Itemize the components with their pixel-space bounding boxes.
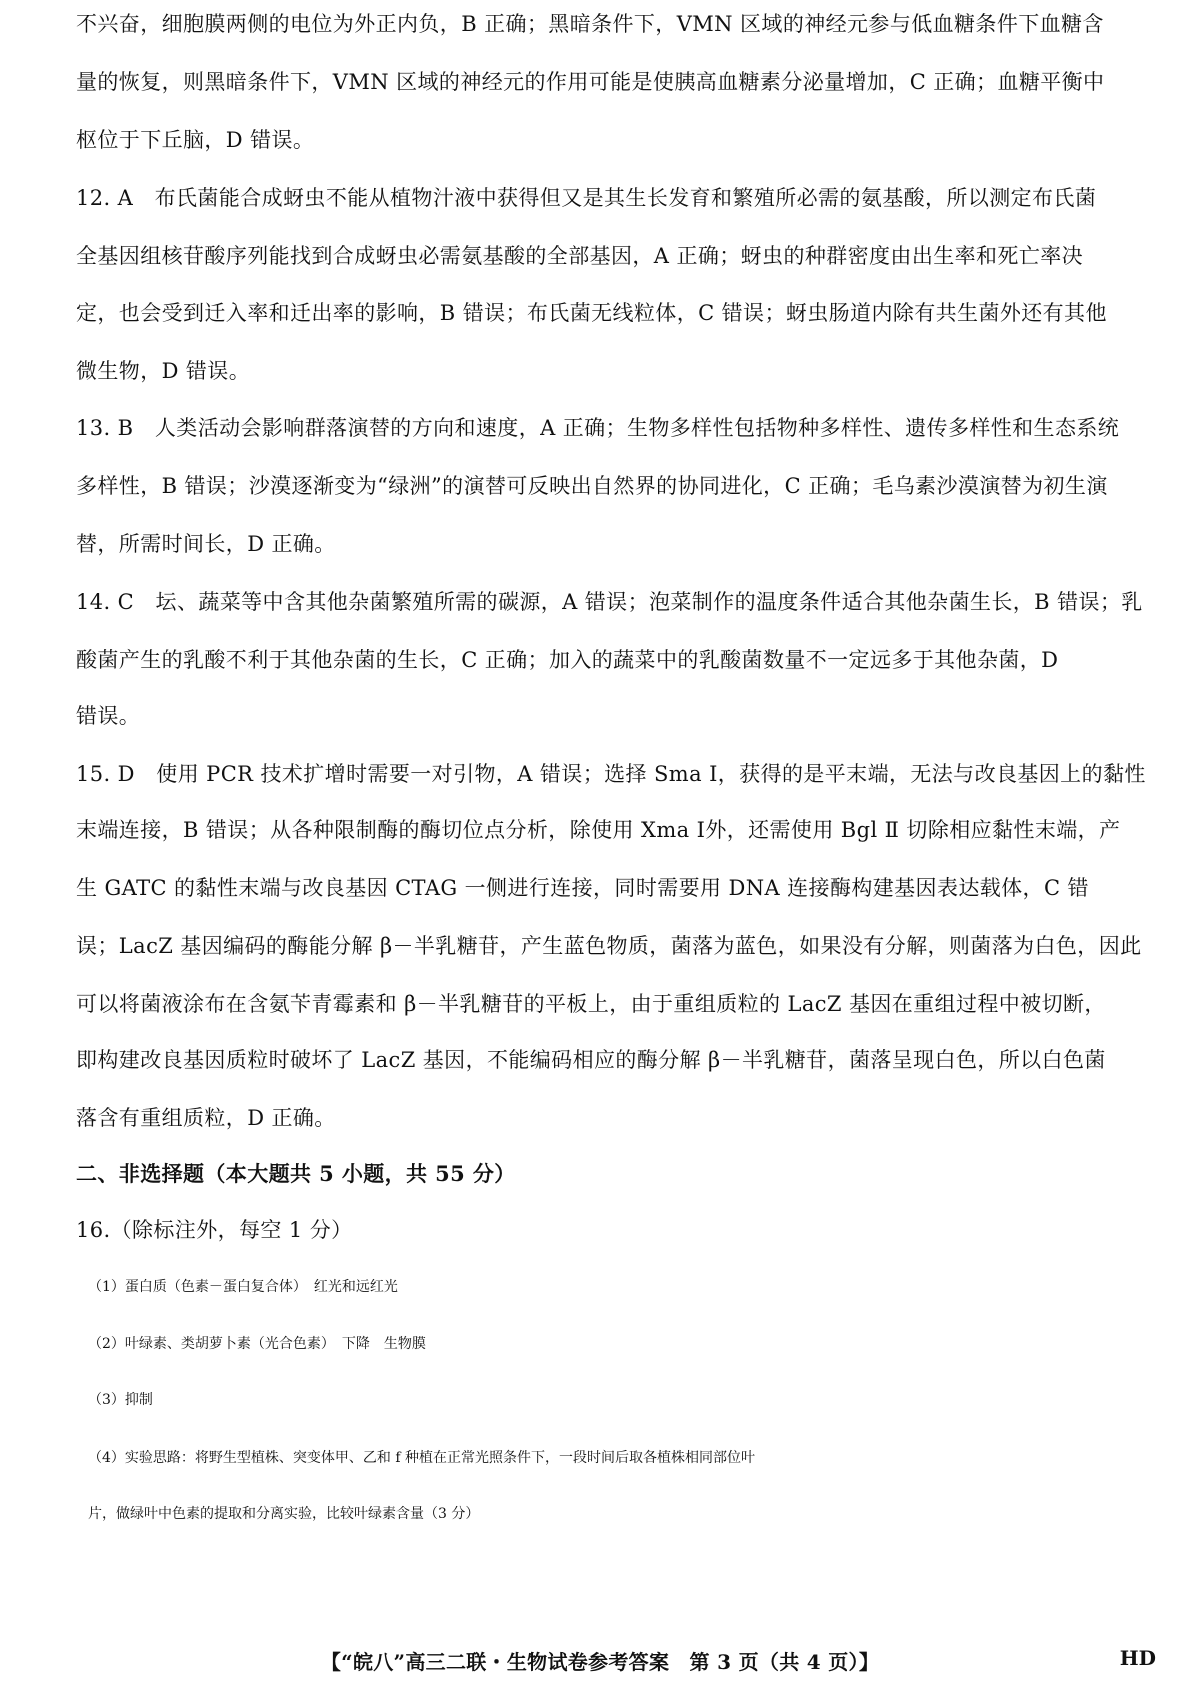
answer-12-line: 12. A 布氏菌能合成蚜虫不能从植物汁液中获得但又是其生长发育和繁殖所必需的氨基酸，所以测定布氏菌	[76, 186, 1097, 210]
footer-title: 【“皖八”高三二联・生物试卷参考答案 第 3 页（共 4 页）】	[320, 1650, 880, 1674]
text-line: 片，做绿叶中色素的提取和分离实验，比较叶绿素含量（3 分）	[88, 1506, 480, 1522]
answer-16-3: （3）抑制	[88, 1392, 153, 1408]
answer-16-1: （1）蛋白质（色素－蛋白复合体） 红光和远红光	[88, 1279, 398, 1295]
answer-16-4: （4）实验思路：将野生型植株、突变体甲、乙和 f 种植在正常光照条件下，一段时间后取各植株相同部位叶	[88, 1450, 755, 1466]
text-line: 枢位于下丘脑，D 错误。	[76, 128, 315, 152]
text-line: 误；LacZ 基因编码的酶能分解 β－半乳糖苷，产生蓝色物质，菌落为蓝色，如果没有分解，则菌落为白色，因此	[76, 934, 1142, 958]
question-16-heading: 16.（除标注外，每空 1 分）	[76, 1218, 353, 1242]
text-line: 量的恢复，则黑暗条件下，VMN 区域的神经元的作用可能是使胰高血糖素分泌量增加，C 正确；血糖平衡中	[76, 70, 1105, 94]
text-line: 替，所需时间长，D 正确。	[76, 532, 336, 556]
text-line: 定，也会受到迁入率和迁出率的影响，B 错误；布氏菌无线粒体，C 错误；蚜虫肠道内除有共生菌外还有其他	[76, 301, 1107, 325]
text-line: 微生物，D 错误。	[76, 359, 251, 383]
text-line: 可以将菌液涂布在含氨苄青霉素和 β－半乳糖苷的平板上，由于重组质粒的 LacZ 基因在重组过程中被切断，	[76, 992, 1106, 1016]
text-line: 生 GATC 的黏性末端与改良基因 CTAG 一侧进行连接，同时需要用 DNA 连接酶构建基因表达载体，C 错	[76, 876, 1089, 900]
text-line: 末端连接，B 错误；从各种限制酶的酶切位点分析，除使用 Xma Ⅰ外，还需使用 Bgl Ⅱ 切除相应黏性末端，产	[76, 818, 1121, 842]
answer-13-line: 13. B 人类活动会影响群落演替的方向和速度，A 正确；生物多样性包括物种多样性、遗传多样性和生态系统	[76, 416, 1120, 440]
answer-15-line: 15. D 使用 PCR 技术扩增时需要一对引物，A 错误；选择 Sma Ⅰ，获得的是平末端，无法与改良基因上的黏性	[76, 762, 1146, 786]
text-line: 即构建改良基因质粒时破坏了 LacZ 基因，不能编码相应的酶分解 β－半乳糖苷，菌落呈现白色，所以白色菌	[76, 1048, 1106, 1072]
text-line: 错误。	[76, 704, 141, 728]
section-heading: 二、非选择题（本大题共 5 小题，共 55 分）	[76, 1161, 516, 1186]
text-line: 酸菌产生的乳酸不利于其他杂菌的生长，C 正确；加入的蔬菜中的乳酸菌数量不一定远多于其他杂菌，D	[76, 648, 1059, 672]
text-line: 落含有重组质粒，D 正确。	[76, 1106, 336, 1130]
text-line: 全基因组核苷酸序列能找到合成蚜虫必需氨基酸的全部基因，A 正确；蚜虫的种群密度由出生率和死亡率决	[76, 244, 1084, 268]
answer-14-line: 14. C 坛、蔬菜等中含其他杂菌繁殖所需的碳源，A 错误；泡菜制作的温度条件适合其他杂菌生长，B 错误；乳	[76, 590, 1143, 614]
text-line: 不兴奋，细胞膜两侧的电位为外正内负，B 正确；黑暗条件下，VMN 区域的神经元参与低血糖条件下血糖含	[76, 12, 1104, 36]
text-line: 多样性，B 错误；沙漠逐渐变为“绿洲”的演替可反映出自然界的协同进化，C 正确；毛乌素沙漠演替为初生演	[76, 474, 1108, 498]
answer-16-2: （2）叶绿素、类胡萝卜素（光合色素） 下降 生物膜	[88, 1336, 426, 1352]
footer-code: HD	[1119, 1646, 1156, 1670]
page-footer	[0, 1646, 1200, 1676]
